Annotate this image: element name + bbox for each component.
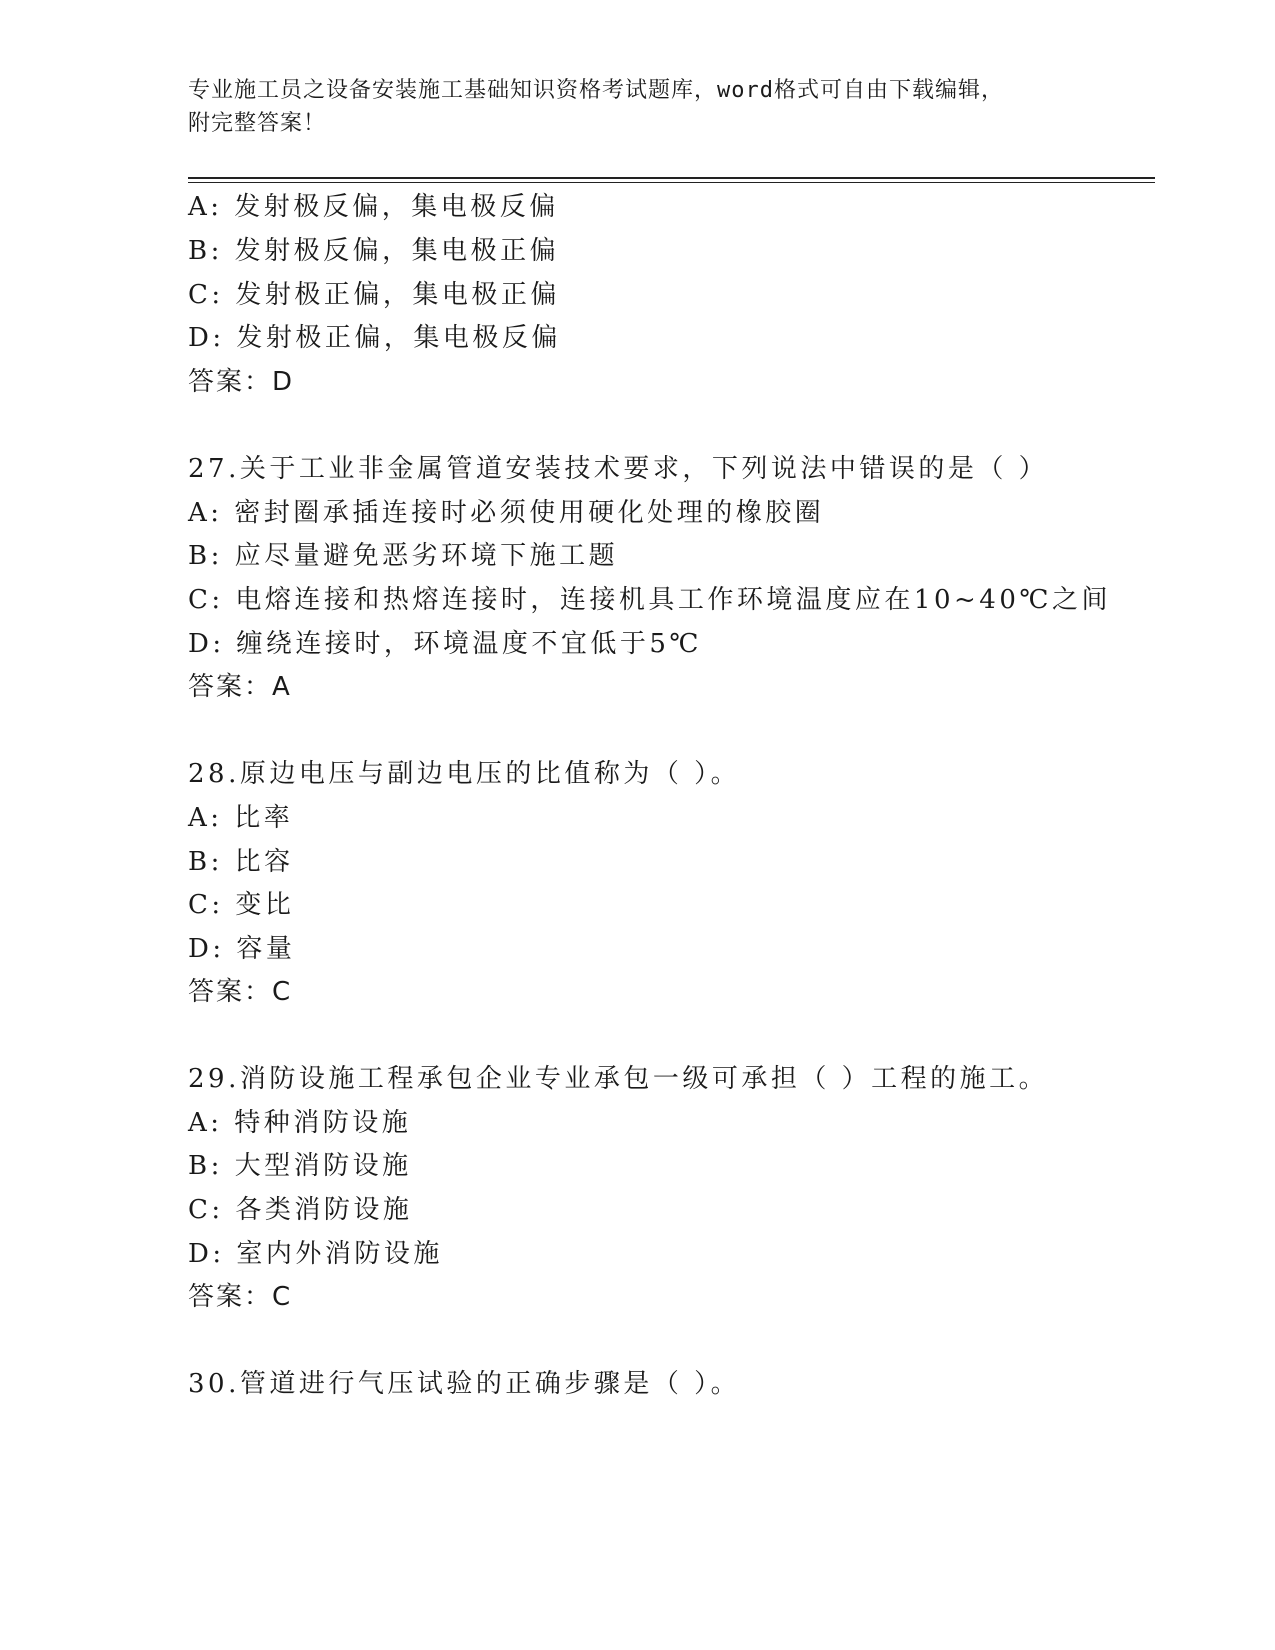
q26-option-c: C: 发射极正偏，集电极正偏 <box>188 280 560 310</box>
q28-answer: 答案：C <box>188 977 293 1007</box>
q30-question: 30.管道进行气压试验的正确步骤是（ ）。 <box>188 1369 741 1399</box>
header-rule-thick <box>188 177 1155 179</box>
q26-answer: 答案：D <box>188 367 295 397</box>
q26-option-a: A: 发射极反偏，集电极反偏 <box>188 192 559 222</box>
q27-option-b: B: 应尽量避免恶劣环境下施工题 <box>188 541 619 571</box>
q28-question: 28.原边电压与副边电压的比值称为（ ）。 <box>188 759 741 789</box>
q27-option-a: A: 密封圈承插连接时必须使用硬化处理的橡胶圈 <box>188 498 825 528</box>
q27-option-c: C: 电熔连接和热熔连接时，连接机具工作环境温度应在10~40℃之间 <box>188 585 1111 615</box>
q26-option-b: B: 发射极反偏，集电极正偏 <box>188 236 560 266</box>
header-line-1: 专业施工员之设备安装施工基础知识资格考试题库，word格式可自由下载编辑， <box>188 78 1004 103</box>
q29-option-c: C: 各类消防设施 <box>188 1195 413 1225</box>
document-header <box>188 74 1088 140</box>
q29-answer: 答案：C <box>188 1282 293 1312</box>
q27-question: 27.关于工业非金属管道安装技术要求，下列说法中错误的是（ ） <box>188 454 1049 484</box>
q28-option-d: D: 容量 <box>188 934 296 964</box>
header-line-2: 附完整答案！ <box>188 111 327 136</box>
q29-option-b: B: 大型消防设施 <box>188 1151 412 1181</box>
header-rule-thin <box>188 182 1155 183</box>
q29-option-a: A: 特种消防设施 <box>188 1108 412 1138</box>
q26-option-d: D: 发射极正偏，集电极反偏 <box>188 323 561 353</box>
q28-option-a: A: 比率 <box>188 803 294 833</box>
q29-option-d: D: 室内外消防设施 <box>188 1239 443 1269</box>
q27-answer: 答案：A <box>188 672 292 702</box>
q29-question: 29.消防设施工程承包企业专业承包一级可承担（ ）工程的施工。 <box>188 1064 1049 1094</box>
q28-option-b: B: 比容 <box>188 847 294 877</box>
q28-option-c: C: 变比 <box>188 890 295 920</box>
q27-option-d: D: 缠绕连接时，环境温度不宜低于5℃ <box>188 629 702 659</box>
